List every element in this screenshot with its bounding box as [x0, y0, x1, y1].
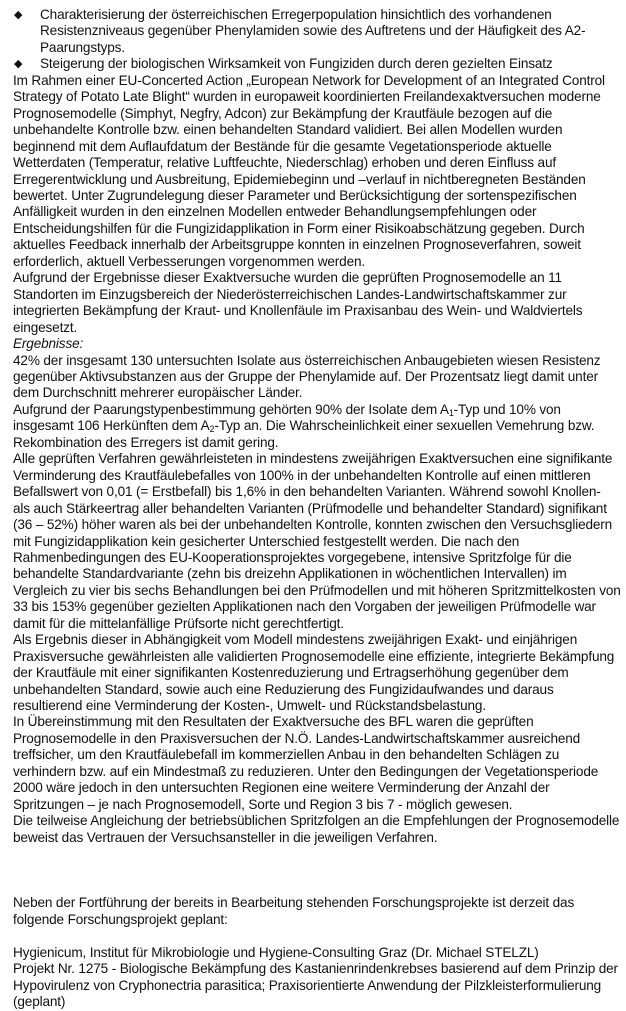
paragraph-eu-action: Im Rahmen einer EU-Concerted Action „European Network for Development of an Integrated Control Strategy of Potato Late Blight“ wurden in europaweit koordinierten Freilandexaktversuchen moderne Prognosemodelle (Simphyt, Negfry, Adcon) zur Bekämpfung der Krautfäule bezogen auf die unbehandelte Kontrolle bzw. einen behandelten Standard validiert. Bei allen Modellen wurden beginnend mit dem Auflaufdatum der Bestände für die gesamte Vegetationsperiode aktuelle Wetterdaten (Temperatur, relative Luftfeuchte, Niederschlag) erhoben und deren Einfluss auf Erregerentwicklung und Ausbreitung, Epidemiebeginn und –verlauf in nichtberegneten Beständen bewertet. Unter Zugrundelegung dieser Parameter und Berücksichtigung der sortenspezifischen Anfälligkeit wurden in den einzelnen Modellen entweder Behandlungsempfehlungen oder Entscheidungshilfen für die Fungizidapplikation in Form einer Risikoabschätzung gegeben. Durch aktuelles Feedback innerhalb der Arbeitsgruppe konnten in einzelnen Prognoseverfahren, soweit erforderlich, aktuell Verbesserungen vorgenommen werden. — [13, 72, 605, 269]
bullet-text: Steigerung der biologischen Wirksamkeit von Fungiziden durch deren gezielten Einsatz — [40, 56, 553, 72]
bullet-text: Charakterisierung der österreichischen Erregerpopulation hinsichtlich des vorhandenen Resistenzniveaus gegenüber Phenylamiden sowie des Auftretens und der Häufigkeit des A2-Paarungstyps. — [40, 7, 586, 55]
spacer — [13, 846, 621, 895]
paragraph-bfl: In Übereinstimmung mit den Resultaten der Exaktversuche des BFL waren die geprüften Prognosemodelle in den Praxisversuchen der N.Ö. Landes-Landwirtschaftskammer ausreichend treffsicher, um den Krautfäulebefall im kommerziellen Anbau in den behandelten Schlägen zu verhindern bzw. auf ein Mindestmaß zu reduzieren. Unter den Bedingungen der Vegetationsperiode 2000 wäre jedoch in den untersuchten Regionen eine weitere Verminderung der Anzahl der Spritzungen – je nach Prognosemodell, Sorte und Region 3 bis 7 - möglich gewesen. — [13, 714, 599, 812]
paragraph-verfahren: Alle geprüften Verfahren gewährleisteten in mindestens zweijährigen Exaktversuchen eine signifikante Verminderung des Krautfäulebefalles von 100% in der unbehandelten Kontrolle auf einen mittleren Befallswert von 0,01 (= Erstbefall) bis 1,6% in den behandelten Varianten. Während sowohl Knollen- als auch Stärkeertrag aller behandelten Varianten (Prüfmodelle und behandelter Standard) signifikant (36 – 52%) höher waren als bei der unbehandelten Kontrolle, konnten zwischen den Versuchsgliedern mit Fungizidapplikation kein gesicherter Unterschied festgestellt werden. Die nach den Rahmenbedingungen des EU-Kooperationsprojektes vorgegebene, intensive Spritzfolge für die behandelte Standardvariante (zehn bis dreizehn Applikationen in wöchentlichen Intervallen) im Vergleich zu vier bis sechs Behandlungen bei den Prüfmodellen und mit höheren Spritzmittelkosten von 33 bis 153% gegenüber gezielten Applikationen nach den Vorgaben der jeweiligen Prüfmodelle war damit für die mittelanfällige Prüfsorte nicht gerechtfertigt. — [13, 451, 621, 631]
paragraph-standorte: Aufgrund der Ergebnisse dieser Exaktversuche wurden die geprüften Prognosemodelle an 11 Standorten im Einzugsbereich der Niederösterreichischen Landes-Landwirtschaftskammer zur integrierten Bekämpfung der Kraut- und Knollenfäule im Praxisanbau des Wein- und Waldviertels eingesetzt. — [13, 270, 583, 335]
paragraph-fortfuehrung: Neben der Fortführung der bereits in Bearbeitung stehenden Forschungsprojekte ist derzeit das folgende Forschungsprojekt geplant: — [13, 895, 575, 927]
bullet-item — [13, 7, 621, 56]
paragraph-institut: Hygienicum, Institut für Mikrobiologie und Hygiene-Consulting Graz (Dr. Michael STELZL) — [13, 945, 539, 961]
document-page — [13, 7, 621, 1011]
paragraph-resistenz: 42% der insgesamt 130 untersuchten Isolate aus österreichischen Anbaugebieten wiesen Resistenz gegenüber Aktivsubstanzen aus der Gruppe der Phenylamide auf. Der Prozentsatz liegt damit unter dem Durchschnitt mehrerer europäischer Länder. — [13, 352, 601, 401]
diamond-bullet-icon: ◆ — [14, 58, 23, 71]
subscript-2: 2 — [209, 424, 215, 435]
subscript-1: 1 — [448, 407, 454, 418]
paarung-text-a: Aufgrund der Paarungstypenbestimmung gehörten 90% der Isolate dem A — [13, 401, 449, 417]
paragraph-angleichung: Die teilweise Angleichung der betriebsüblichen Spritzfolgen an die Empfehlungen der Prognosemodelle beweist das Vertrauen der Versuchsansteller in die jeweiligen Verfahren. — [13, 813, 620, 845]
diamond-bullet-icon: ◆ — [14, 9, 23, 21]
paragraph-ergebnis: Als Ergebnis dieser in Abhängigkeit vom Modell mindestens zweijährigen Exakt- und einjährigen Praxisversuche gewährleisten alle validierten Prognosemodelle eine effiziente, integrierte Bekämpfung der Krautfäule mit einer signifikanten Kostenreduzierung und Ertragserhöhung gegenüber dem unbehandelten Standard, sowie auch eine Reduzierung des Fungizidaufwandes und daraus resultierend eine Verminderung der Kosten-, Umwelt- und Rückstandsbelastung. — [13, 632, 615, 714]
results-heading: Ergebnisse: — [13, 336, 84, 352]
paarung-text-c: -Typ an. Die Wahrscheinlichkeit einer sexuellen Vemehrung bzw. Rekombination des Erregers ist damit gering. — [13, 418, 595, 450]
paragraph-projekt: Projekt Nr. 1275 - Biologische Bekämpfung des Kastanienrindenkrebses basierend auf dem Prinzip der Hypovirulenz von Cryphonectria parasitica; Praxisorientierte Anwendung der Pilzkleisterformulierung (geplant) — [13, 961, 618, 1010]
paragraph-paarung — [13, 402, 621, 451]
paarung-text-b: -Typ und 10% von insgesamt 106 Herkünften dem A — [13, 401, 561, 434]
spacer — [13, 928, 621, 945]
bullet-item — [13, 56, 621, 72]
